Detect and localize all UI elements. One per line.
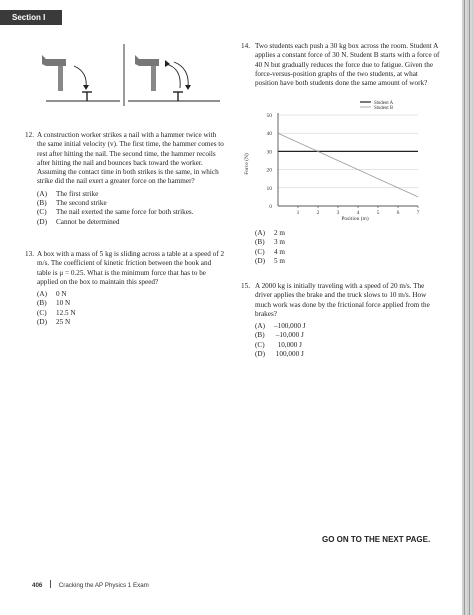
x-tick-label: 5 [376,210,380,216]
legend-label: Student A [374,100,394,106]
y-tick-label: 40 [266,131,272,138]
question-text: A box with a mass of 5 kg is sliding across a table at a speed of 2 m/s. The coefficient of kinetic friction between the book and table is μ = 0.25. What is the minimum force that has to be applied on the box to maintain this speed? [37,250,225,286]
question-number: 12. [25,131,34,139]
option-b[interactable]: (B) –10,000 J [255,331,304,340]
series-line-student-b [278,133,418,197]
y-tick-label: 0 [269,204,272,210]
option-d[interactable]: (D) 5 m [255,256,285,265]
hammer-stop-figure [42,55,92,101]
option-c[interactable]: (C) 4 m [255,247,285,256]
book-title: Cracking the AP Physics 1 Exam [58,582,149,589]
hammer-recoil-figure [135,55,191,101]
page-footer [32,580,149,589]
option-b[interactable]: (B) 10 N [37,299,71,308]
question-14-options [255,229,335,266]
y-tick-label: 10 [266,185,272,192]
question-text: Two students each push a 30 kg box across the room. Student A applies a constant force of 30 N. Student B starts with a force of 40 N but gradually reduces the force due to fatigue. Given the force-versus-position graphs of the two students, at what position have both students done the same amount of work? [255,42,440,88]
x-tick-label: 1 [296,210,300,216]
x-axis-label: Position (m) [341,216,369,222]
footer-divider [50,580,51,588]
page-edge-strip [462,0,474,615]
hammer-illustration [40,44,225,108]
option-a[interactable]: (A) 2 m [255,229,285,237]
legend-label: Student B [374,105,394,111]
option-d[interactable]: (D) Cannot be determined [37,217,120,226]
chart-legend [360,101,394,111]
chart-axes [278,113,418,206]
y-axis-label: Force (N) [244,153,250,175]
y-tick-label: 20 [266,167,272,174]
option-d[interactable]: (D) 100,000 J [255,350,304,359]
y-tick-label: 30 [266,149,272,156]
x-tick-label: 6 [396,210,400,216]
answer-options [37,190,225,227]
option-c[interactable]: (C) The nail exerted the same force for both strikes. [37,208,194,217]
section-label: Section I [12,13,46,22]
x-tick-label: 4 [356,210,360,216]
page-number: 406 [32,582,43,589]
answer-options [37,290,225,327]
question-15 [241,282,441,359]
question-13 [25,250,225,327]
option-c[interactable]: (C) 10,000 J [255,340,302,349]
answer-options [255,322,441,359]
go-on-notice: GO ON TO THE NEXT PAGE. [322,535,431,544]
option-c[interactable]: (C) 12.5 N [37,308,76,317]
question-number: 14. [241,42,250,50]
option-b[interactable]: (B) The second strike [37,199,107,208]
question-12 [25,131,225,227]
x-tick-label: 2 [316,210,320,216]
option-d[interactable]: (D) 25 N [37,318,71,327]
chart-series [278,133,418,197]
option-a[interactable]: (A) The first strike [37,189,99,198]
question-text: A 2000 kg is initially traveling with a speed of 20 m/s. The driver applies the brake and the truck slows to 10 m/s. How much work was done by the frictional force applied from the brakes? [255,282,430,318]
chart-ticks [267,113,420,216]
force-position-chart [238,98,424,224]
option-a[interactable]: (A) 0 N [37,290,67,299]
question-number: 15. [241,282,250,290]
option-a[interactable]: (A) –100,000 J [255,322,306,331]
y-tick-label: 50 [266,113,272,119]
section-tab [0,10,62,25]
x-tick-label: 7 [416,210,420,216]
question-text: A construction worker strikes a nail with a hammer twice with the same initial velocity (v). The first time, the hammer comes to rest after hitting the nail. The second time, the hammer recoils after hitting the nail and bounces back toward the worker. Assuming the contact time in both strikes is the same, in which strike did the nail exert a greater force on the hammer? [37,131,224,186]
question-number: 13. [25,250,34,258]
option-b[interactable]: (B) 3 m [255,238,285,247]
question-14 [241,42,441,88]
x-tick-label: 3 [336,210,340,216]
